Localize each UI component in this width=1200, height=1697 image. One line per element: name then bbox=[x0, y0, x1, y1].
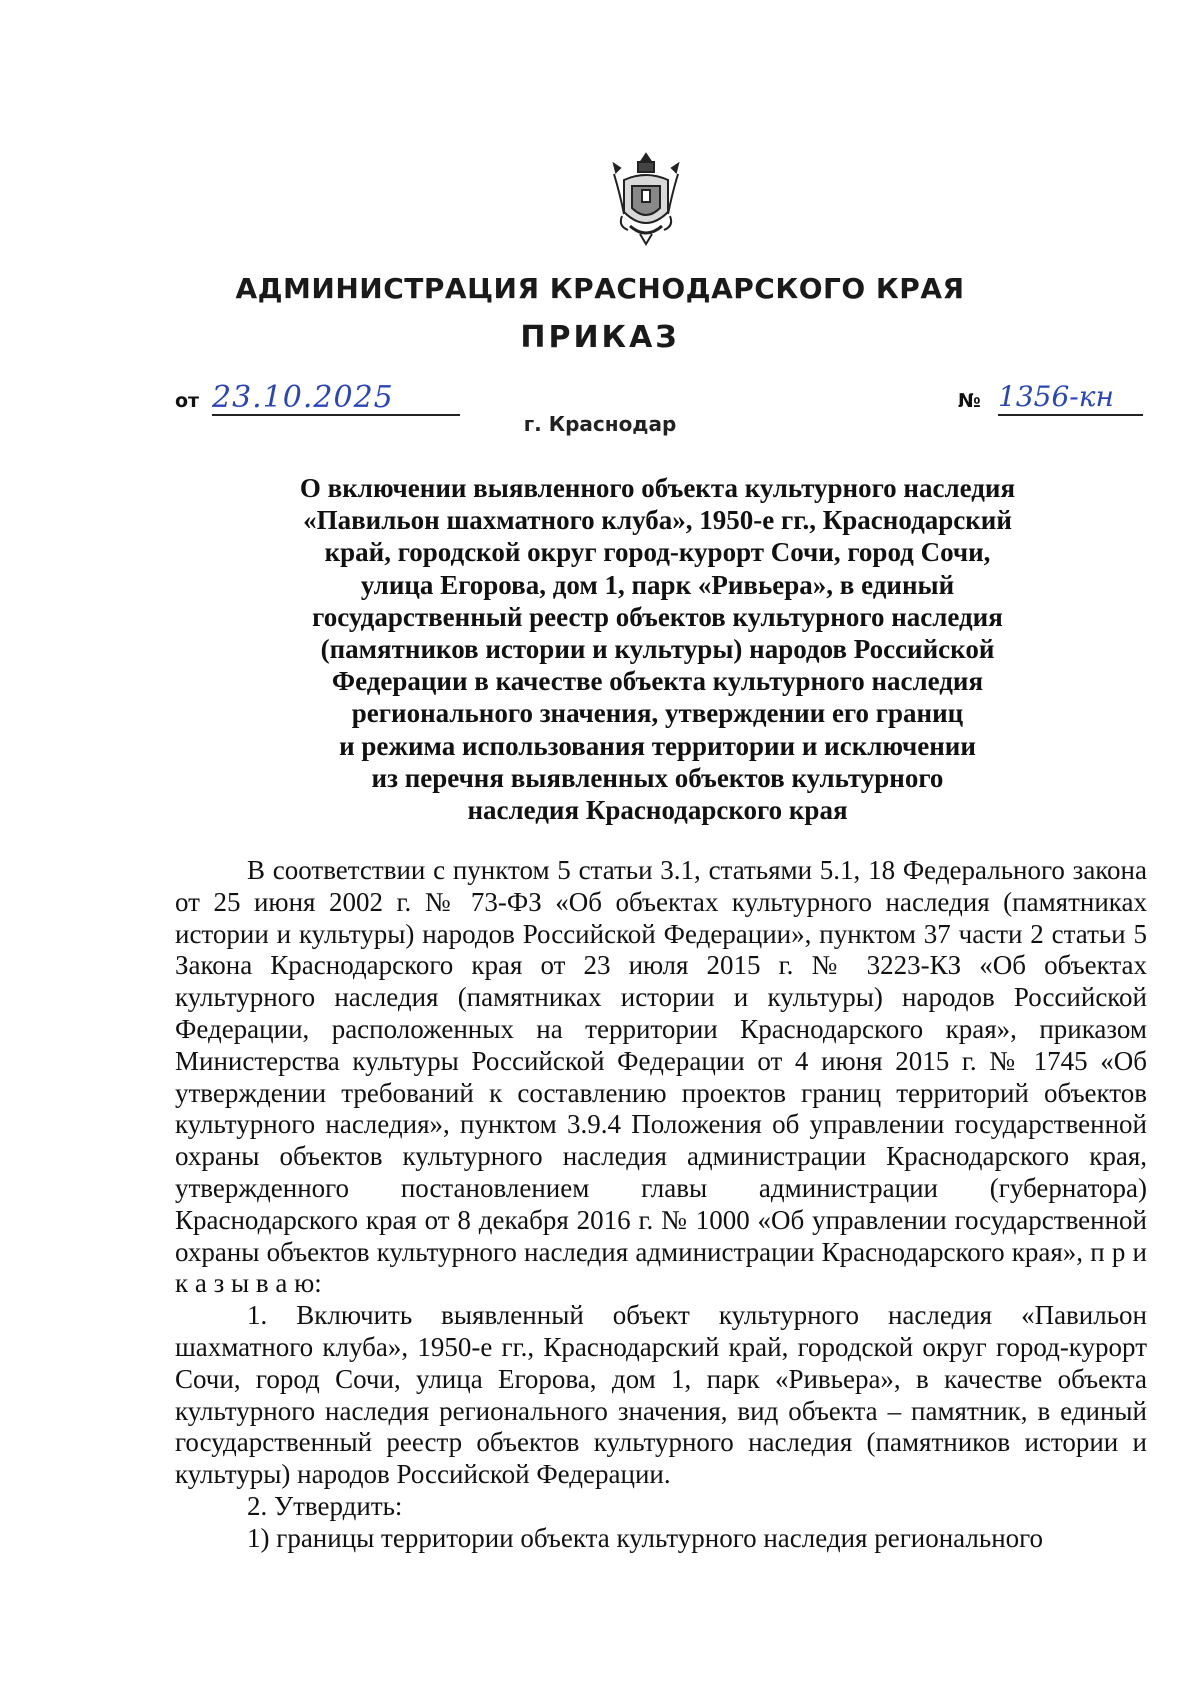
city-name: г. Краснодар bbox=[523, 412, 677, 436]
title-line: (памятников истории и культуры) народов Российской bbox=[320, 634, 995, 665]
document-title bbox=[265, 472, 1050, 826]
title-line: и режима использования территории и исключении bbox=[339, 730, 976, 761]
number-underline bbox=[998, 414, 1143, 416]
title-line: регионального значения, утверждении его границ bbox=[351, 698, 964, 729]
coat-of-arms-icon bbox=[610, 150, 682, 250]
title-line: улица Егорова, дом 1, парк «Ривьера», в единый bbox=[360, 569, 955, 600]
title-line: Федерации в качестве объекта культурного наследия bbox=[331, 666, 984, 697]
title-line: наследия Краснодарского края bbox=[467, 795, 848, 826]
organization-name: АДМИНИСТРАЦИЯ КРАСНОДАРСКОГО КРАЯ bbox=[235, 272, 965, 305]
title-line: «Павильон шахматного клуба», 1950-е гг., Краснодарский bbox=[303, 505, 1012, 536]
document-type: ПРИКАЗ bbox=[520, 320, 680, 355]
number-field bbox=[958, 380, 1143, 424]
handwritten-number: 1356-кн bbox=[998, 380, 1114, 413]
title-line: из перечня выявленных объектов культурного bbox=[371, 762, 944, 793]
date-prefix: от bbox=[175, 390, 200, 412]
item-1-paragraph: 1. Включить выявленный объект культурного наследия «Павильон шахматного клуба», 1950-е гг., Краснодарский край, городской округ город-курорт Сочи, город Сочи, улица Егорова, дом 1, парк «Ривьера», в качестве объекта культурного наследия регионального значения, вид объекта – памятник, в единый государственный реестр объектов культурного наследия (памятников истории и культуры) народов Российской Федерации. bbox=[175, 1300, 1147, 1490]
title-line: край, городской округ город-курорт Сочи, город Сочи, bbox=[324, 537, 991, 568]
item-2-1-paragraph: 1) границы территории объекта культурного наследия регионального bbox=[247, 1522, 1044, 1553]
preamble-paragraph: В соответствии с пунктом 5 статьи 3.1, статьями 5.1, 18 Федерального закона от 25 июня 2002 г. № 73-ФЗ «Об объектах культурного наследия (памятниках истории и культуры) народов Российской Федерации», пунктом 37 части 2 статьи 5 Закона Краснодарского края от 23 июля 2015 г. № 3223-КЗ «Об объектах культурного наследия (памятниках истории и культуры) народов Российской Федерации, расположенных на территории Краснодарского края», приказом Министерства культуры Российской Федерации от 4 июня 2015 г. № 1745 «Об утверждении требований к составлению проектов границ территорий объектов культурного наследия», пунктом 3.9.4 Положения об управлении государственной охраны объектов культурного наследия администрации Краснодарского края, утвержденного постановлением главы администрации (губернатора) Краснодарского края от 8 декабря 2016 г. № 1000 «Об управлении государственной охраны объектов культурного наследия администрации Краснодарского края», п р и к а з ы в а ю: bbox=[175, 855, 1147, 1299]
document-body bbox=[175, 855, 1147, 1555]
number-prefix: № bbox=[958, 390, 981, 412]
title-line: О включении выявленного объекта культурного наследия bbox=[299, 473, 1016, 503]
handwritten-date: 23.10.2025 bbox=[212, 380, 394, 415]
title-line: государственный реестр объектов культурного наследия bbox=[312, 601, 1003, 632]
item-2-paragraph: 2. Утвердить: bbox=[247, 1490, 403, 1521]
